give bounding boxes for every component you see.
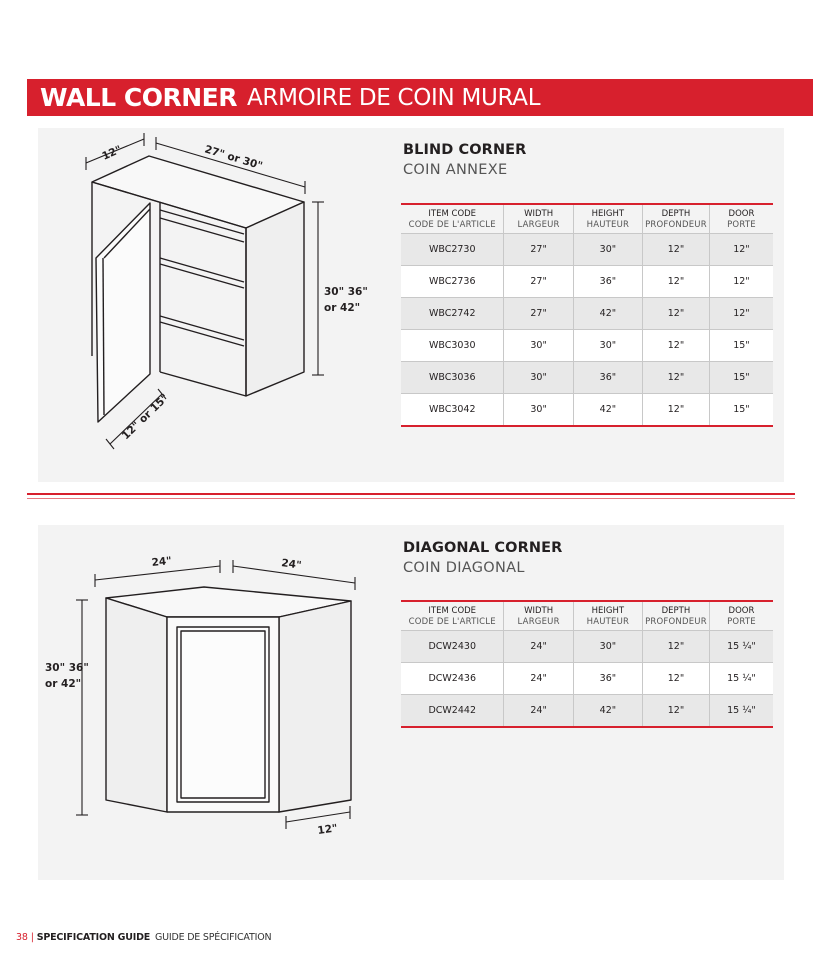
cell-width: 24" xyxy=(504,631,573,663)
cell-height: 36" xyxy=(573,266,642,298)
cell-door: 12" xyxy=(709,298,773,330)
cell-depth: 12" xyxy=(643,298,710,330)
cell-door: 15" xyxy=(709,330,773,362)
table-row xyxy=(401,234,773,266)
header-item-code: ITEM CODE CODE DE L'ARTICLE xyxy=(401,601,504,631)
cell-width: 30" xyxy=(504,362,573,394)
dim-door-label: 12" or 15" xyxy=(119,391,172,443)
cell-door: 15" xyxy=(709,394,773,427)
cell-depth: 12" xyxy=(643,663,710,695)
dim-height-label-2: or 42" xyxy=(45,678,82,690)
cell-door: 15 ¼" xyxy=(709,631,773,663)
cell-item-code: WBC3042 xyxy=(401,394,504,427)
blind-corner-table xyxy=(401,203,773,427)
cell-height: 42" xyxy=(573,394,642,427)
header-width: WIDTH LARGEUR xyxy=(504,204,573,234)
cell-item-code: WBC2742 xyxy=(401,298,504,330)
cell-height: 30" xyxy=(573,330,642,362)
blind-corner-diagram xyxy=(38,128,398,482)
cell-width: 27" xyxy=(504,266,573,298)
page-footer xyxy=(16,932,271,943)
header-depth: DEPTH PROFONDEUR xyxy=(643,204,710,234)
cell-height: 42" xyxy=(573,298,642,330)
cell-width: 27" xyxy=(504,234,573,266)
footer-separator: | xyxy=(30,932,34,943)
cell-width: 27" xyxy=(504,298,573,330)
cell-height: 36" xyxy=(573,663,642,695)
banner-title-en: WALL CORNER xyxy=(40,83,237,112)
cell-door: 15 ¼" xyxy=(709,663,773,695)
cell-depth: 12" xyxy=(643,234,710,266)
cell-width: 24" xyxy=(504,695,573,728)
footer-guide-en: SPECIFICATION GUIDE xyxy=(36,932,151,943)
banner-title-fr: ARMOIRE DE COIN MURAL xyxy=(246,84,541,111)
cell-door: 12" xyxy=(709,234,773,266)
header-height: HEIGHT HAUTEUR xyxy=(573,204,642,234)
cell-depth: 12" xyxy=(643,695,710,728)
footer-guide-fr: GUIDE DE SPÉCIFICATION xyxy=(154,932,272,943)
section-divider xyxy=(27,493,795,495)
blind-corner-subtitle: COIN ANNEXE xyxy=(403,162,508,178)
cell-item-code: WBC2736 xyxy=(401,266,504,298)
cell-item-code: DCW2430 xyxy=(401,631,504,663)
cell-item-code: WBC3036 xyxy=(401,362,504,394)
cell-depth: 12" xyxy=(643,631,710,663)
diagonal-corner-subtitle: COIN DIAGONAL xyxy=(403,560,525,576)
cell-depth: 12" xyxy=(643,394,710,427)
table-row xyxy=(401,663,773,695)
cell-height: 30" xyxy=(573,631,642,663)
cell-height: 30" xyxy=(573,234,642,266)
cell-depth: 12" xyxy=(643,362,710,394)
table-row xyxy=(401,330,773,362)
blind-corner-title: BLIND CORNER xyxy=(403,142,527,158)
table-row xyxy=(401,695,773,728)
cell-item-code: WBC2730 xyxy=(401,234,504,266)
cell-door: 12" xyxy=(709,266,773,298)
cell-door: 15 ¼" xyxy=(709,695,773,728)
cell-height: 42" xyxy=(573,695,642,728)
header-height: HEIGHT HAUTEUR xyxy=(573,601,642,631)
cell-depth: 12" xyxy=(643,266,710,298)
dim-left-width-label: 24" xyxy=(151,554,173,569)
header-door: DOOR PORTE xyxy=(709,204,773,234)
header-door: DOOR PORTE xyxy=(709,601,773,631)
page-number: 38 xyxy=(16,932,28,943)
dim-height-label-1: 30" 36" xyxy=(45,662,89,674)
cell-item-code: DCW2442 xyxy=(401,695,504,728)
cell-door: 15" xyxy=(709,362,773,394)
section-divider-thin xyxy=(27,498,795,499)
dim-right-width-label: 24" xyxy=(280,557,303,572)
dim-height-label-1: 30" 36" xyxy=(324,286,368,298)
header-width: WIDTH LARGEUR xyxy=(504,601,573,631)
cell-item-code: DCW2436 xyxy=(401,663,504,695)
diagonal-corner-table xyxy=(401,600,773,728)
table-row xyxy=(401,394,773,427)
dim-height-label-2: or 42" xyxy=(324,302,361,314)
table-row xyxy=(401,362,773,394)
cell-width: 30" xyxy=(504,394,573,427)
diagonal-corner-diagram xyxy=(38,525,398,880)
table-header-row xyxy=(401,204,773,234)
dim-depth-label: 12" xyxy=(100,143,124,163)
table-row xyxy=(401,298,773,330)
dim-width-label: 27" or 30" xyxy=(203,143,264,173)
table-header-row xyxy=(401,601,773,631)
table-row xyxy=(401,631,773,663)
cell-height: 36" xyxy=(573,362,642,394)
table-row xyxy=(401,266,773,298)
header-item-code: ITEM CODE CODE DE L'ARTICLE xyxy=(401,204,504,234)
page-banner xyxy=(27,79,813,116)
cell-width: 24" xyxy=(504,663,573,695)
dim-depth-label: 12" xyxy=(316,822,339,837)
cell-depth: 12" xyxy=(643,330,710,362)
cell-item-code: WBC3030 xyxy=(401,330,504,362)
cell-width: 30" xyxy=(504,330,573,362)
diagonal-corner-title: DIAGONAL CORNER xyxy=(403,540,563,556)
header-depth: DEPTH PROFONDEUR xyxy=(643,601,710,631)
